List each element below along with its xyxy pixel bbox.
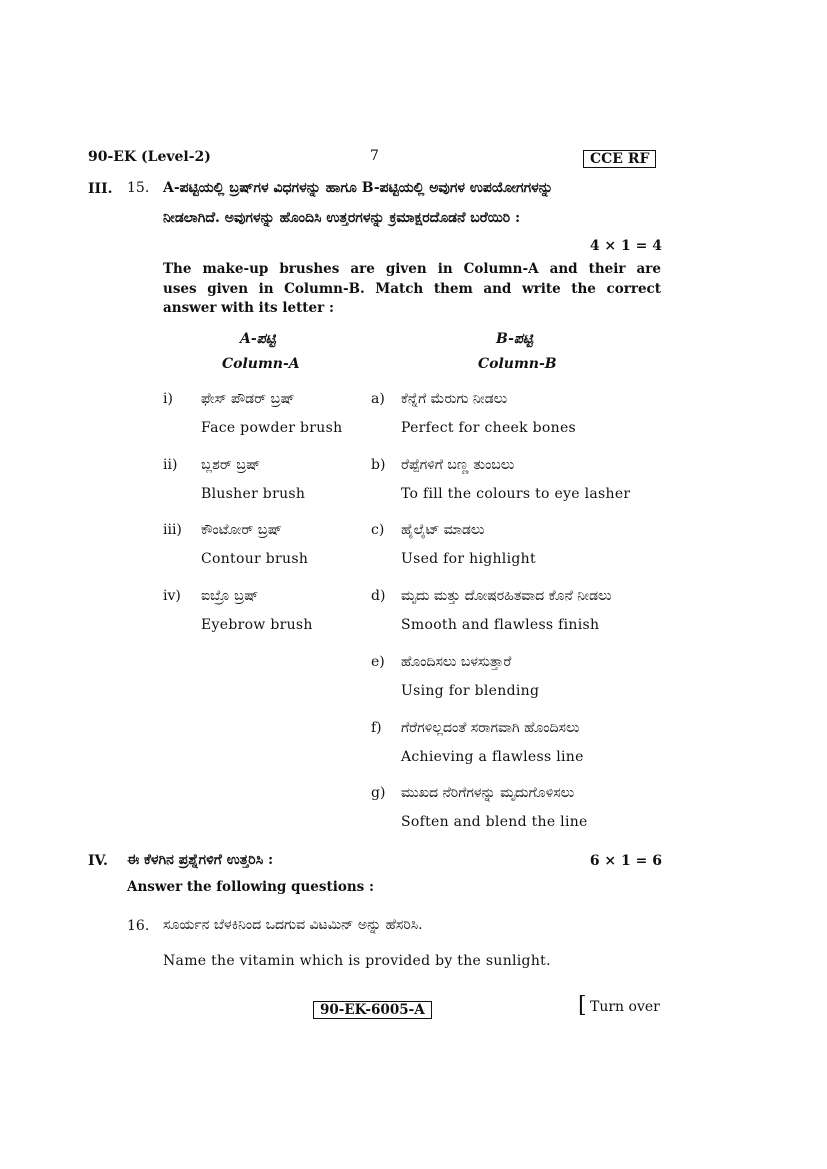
column-b-item-en: Soften and blend the line: [401, 814, 588, 831]
question-16-english: Name the vitamin which is provided by the sunlight.: [163, 953, 551, 969]
column-a-heading: Column-A: [222, 356, 300, 372]
section-iv-marks: 6 × 1 = 6: [589, 853, 662, 869]
turn-over: Turn over: [590, 999, 660, 1015]
instruction-english-line1: The make-up brushes are given in Column-A and their are: [163, 261, 661, 277]
section-iv-english: Answer the following questions :: [127, 879, 374, 895]
marks: 4 × 1 = 4: [589, 238, 662, 254]
column-b-item-label: g): [371, 785, 386, 802]
instruction-english-line3: answer with its letter :: [163, 300, 334, 316]
column-b-item-label: f): [371, 719, 382, 736]
column-a-item-kn: ಫೇಸ್ ಪೌಡರ್ ಬ್ರಷ್: [201, 391, 295, 407]
column-b-heading: Column-B: [478, 356, 557, 372]
column-b-item-label: a): [371, 391, 385, 407]
column-a-item-label: i): [163, 391, 173, 407]
section-iv-kannada: ಈ ಕೆಳಗಿನ ಪ್ರಶ್ನೆಗಳಿಗೆ ಉತ್ತರಿಸಿ :: [127, 852, 274, 868]
column-b-item-kn: ಗೆರೆಗಳಿಲ್ಲದಂತೆ ಸರಾಗವಾಗಿ ಹೊಂದಿಸಲು: [401, 719, 580, 736]
question-16-kannada: ಸೂರ್ಯನ ಬೆಳಕಿನಿಂದ ಒದಗುವ ವಿಟಮಿನ್ ಅನ್ನು ಹೆಸರಿಸಿ.: [163, 917, 423, 933]
column-b-item-label: c): [371, 522, 385, 539]
instruction-kannada-line1: A-ಪಟ್ಟಿಯಲ್ಲಿ ಬ್ರಷ್‌ಗಳ ವಿಧಗಳನ್ನು ಹಾಗೂ B-ಪಟ್ಟಿಯಲ್ಲಿ ಅವುಗಳ ಉಪಯೋಗಗಳನ್ನು: [163, 180, 553, 196]
column-a-item-en: Blusher brush: [201, 485, 306, 502]
column-a-item-kn: ಬ್ಲಶರ್ ಬ್ರಷ್: [201, 456, 261, 473]
column-a-item-en: Face powder brush: [201, 420, 343, 436]
turn-over-bracket: [: [578, 993, 587, 1018]
column-b-item-kn: ಕೆನ್ನೆಗೆ ಮೆರುಗು ನೀಡಲು: [401, 391, 508, 407]
column-b-kannada-heading: B-ಪಟ್ಟಿ: [496, 331, 534, 347]
column-b-item-en: Perfect for cheek bones: [401, 420, 577, 436]
column-a-item-en: Contour brush: [201, 551, 309, 568]
column-b-item-kn: ಮುಖದ ನೆರಿಗೆಗಳನ್ನು ಮೃದುಗೊಳಿಸಲು: [401, 785, 575, 802]
column-b-item-kn: ಮೃದು ಮತ್ತು ದೋಷರಹಿತವಾದ ಕೊನೆ ನೀಡಲು: [401, 588, 612, 605]
column-b-item-en: Achieving a flawless line: [401, 748, 584, 765]
column-b-item-kn: ಹೊಂದಿಸಲು ಬಳಸುತ್ತಾರೆ: [401, 653, 512, 670]
question-16-number: 16.: [127, 918, 150, 934]
column-b-item-en: To fill the colours to eye lasher: [401, 485, 631, 502]
paper-code: 90-EK (Level-2): [88, 149, 211, 165]
column-b-item-kn: ರೆಪ್ಪೆಗಳಿಗೆ ಬಣ್ಣ ತುಂಬಲು: [401, 456, 515, 473]
cce-rf-badge: CCE RF: [583, 150, 656, 168]
column-b-item-en: Used for highlight: [401, 551, 536, 568]
column-a-kannada-heading: A-ಪಟ್ಟಿ: [240, 331, 276, 347]
instruction-kannada-line2: ನೀಡಲಾಗಿದೆ. ಅವುಗಳನ್ನು ಹೊಂದಿಸಿ ಉತ್ತರಗಳನ್ನು ಕ್ರಮಾಕ್ಷರದೊಡನೆ ಬರೆಯಿರಿ :: [163, 210, 521, 226]
column-b-item-en: Using for blending: [401, 682, 540, 699]
column-a-item-label: iv): [163, 588, 181, 605]
column-a-item-kn: ಐಬ್ರೊ ಬ್ರಷ್: [201, 588, 259, 605]
column-b-item-label: d): [371, 588, 386, 605]
section-roman-iv: IV.: [88, 853, 108, 869]
column-b-item-label: b): [371, 456, 386, 473]
column-b-item-en: Smooth and flawless finish: [401, 617, 600, 634]
page-number: 7: [370, 148, 379, 164]
column-a-item-en: Eyebrow brush: [201, 617, 313, 634]
column-a-item-kn: ಕೌಂಟೋರ್ ಬ್ರಷ್: [201, 522, 282, 539]
column-a-item-label: iii): [163, 522, 182, 539]
column-a-item-label: ii): [163, 456, 178, 473]
footer-code: 90-EK-6005-A: [313, 1001, 432, 1019]
column-b-item-kn: ಹೈಲೈಟ್ ಮಾಡಲು: [401, 522, 485, 539]
question-number: 15.: [127, 180, 150, 196]
section-roman: III.: [88, 181, 113, 197]
instruction-english-line2: uses given in Column-B. Match them and write the correct: [163, 281, 661, 297]
column-b-item-label: e): [371, 653, 385, 670]
